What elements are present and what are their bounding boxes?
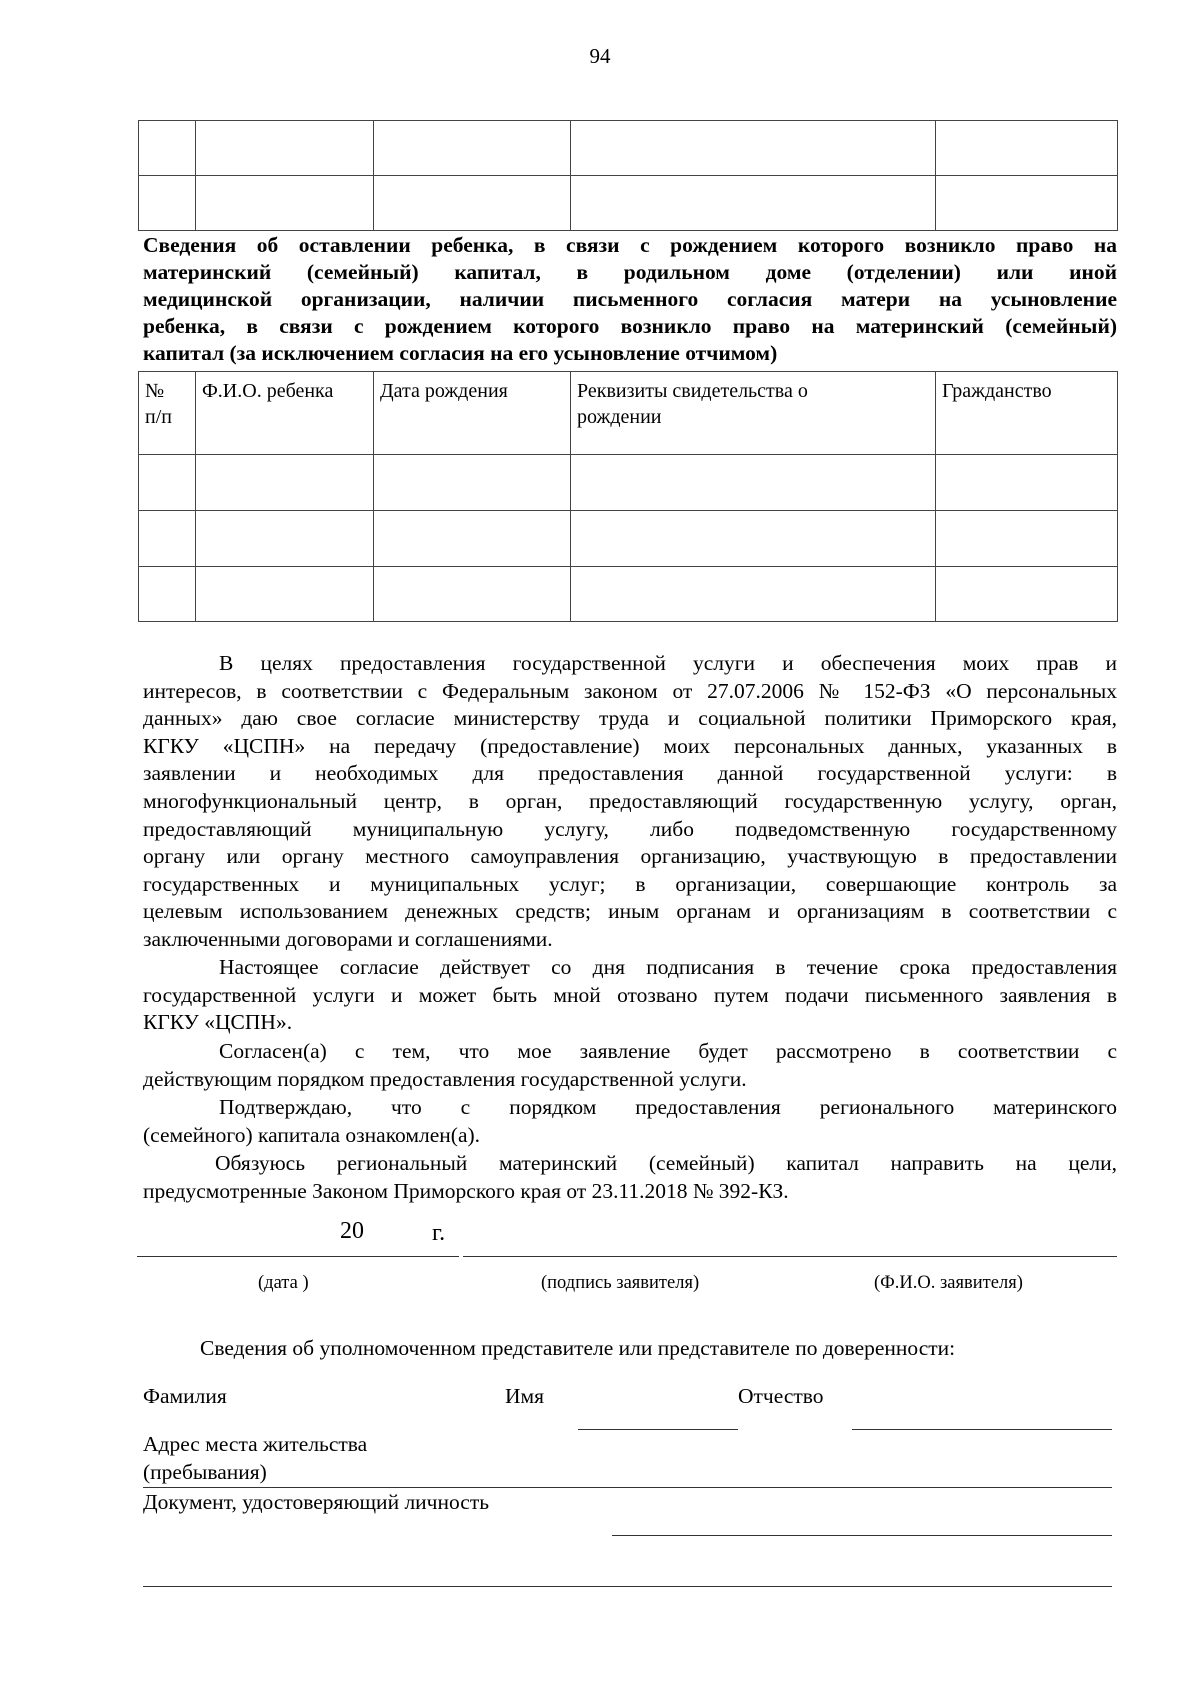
address-label: Адрес места жительства	[143, 1432, 368, 1456]
paragraph-line: (семейного) капитала ознакомлен(а).	[143, 1122, 481, 1147]
table-cell	[571, 567, 936, 622]
paragraph-line: Обязуюсь региональный материнский (семейный) капитал направить на цели,	[215, 1151, 1117, 1175]
validity-paragraph	[143, 954, 1117, 1037]
table-cell	[936, 121, 1118, 176]
date-underline	[137, 1256, 459, 1257]
surname-field-line[interactable]	[578, 1429, 738, 1430]
document-field-line[interactable]	[612, 1535, 1112, 1536]
heading-line: ребенка, в связи с рождением которого возникло право на материнский (семейный)	[143, 314, 1117, 338]
paragraph-line: органу или органу местного самоуправления организацию, участвующую в предоставлении	[143, 844, 1117, 869]
header-cell-child-name: Ф.И.О. ребенка	[196, 372, 374, 455]
address-field-line[interactable]	[143, 1487, 1112, 1488]
heading-line: капитал (за исключением согласия на его усыновление отчимом)	[143, 341, 778, 365]
table-cell	[196, 455, 374, 511]
paragraph-line: Согласен(а) с тем, что мое заявление будет рассмотрено в соответствии с	[219, 1039, 1117, 1063]
date-year-suffix: г.	[432, 1220, 446, 1246]
table-cell	[936, 176, 1118, 231]
table-cell	[139, 176, 196, 231]
paragraph-line: В целях предоставления государственной услуги и обеспечения моих прав и	[219, 651, 1117, 675]
table-cell	[139, 455, 196, 511]
paragraph-line: предоставляющий муниципальную услугу, либо подведомственную государственному	[143, 816, 1117, 841]
table-cell	[571, 121, 936, 176]
table-cell	[374, 567, 571, 622]
address-label-continued: (пребывания)	[143, 1460, 267, 1484]
paragraph-line: КГКУ «ЦСПН».	[143, 1010, 293, 1035]
page-number: 94	[589, 44, 611, 68]
paragraph-line: действующим порядком предоставления государственной услуги.	[143, 1066, 747, 1091]
table-cell	[196, 511, 374, 567]
table-row	[139, 455, 1118, 511]
table-cell	[196, 176, 374, 231]
section-heading	[143, 232, 1117, 367]
paragraph-line: данных» даю свое согласие министерству труда и социальной политики Приморского края,	[143, 706, 1117, 731]
table-cell	[139, 567, 196, 622]
header-cell-citizenship: Гражданство	[936, 372, 1118, 455]
table-cell	[571, 511, 936, 567]
signature-label: (подпись заявителя)	[541, 1273, 700, 1293]
table-cell	[196, 567, 374, 622]
paragraph-line: Настоящее согласие действует со дня подписания в течение срока предоставления	[219, 955, 1117, 979]
surname-label: Фамилия	[143, 1384, 227, 1408]
representative-title: Сведения об уполномоченном представителе или представителе по доверенности:	[200, 1336, 956, 1360]
document-field-line-2[interactable]	[143, 1586, 1112, 1587]
table-cell	[374, 511, 571, 567]
table-cell	[196, 121, 374, 176]
table-cell	[374, 455, 571, 511]
header-cell-certificate: Реквизиты свидетельства о рождении	[571, 372, 936, 455]
table-cell	[571, 455, 936, 511]
obligation-paragraph	[143, 1150, 1117, 1205]
paragraph-line: многофункциональный центр, в орган, предоставляющий государственную услугу, орган,	[143, 788, 1117, 813]
table-cell	[139, 511, 196, 567]
table-header-row	[139, 372, 1118, 455]
header-cell-number: № п/п	[139, 372, 196, 455]
heading-line: материнский (семейный) капитал, в родильном доме (отделении) или иной	[143, 260, 1117, 284]
signature-underline	[463, 1256, 1117, 1257]
table-cell	[936, 455, 1118, 511]
patronymic-field-line[interactable]	[852, 1429, 1112, 1430]
table-cell	[571, 176, 936, 231]
document-label: Документ, удостоверяющий личность	[143, 1490, 490, 1514]
confirm-paragraph	[143, 1094, 1117, 1149]
table-row	[139, 567, 1118, 622]
paragraph-line: государственных и муниципальных услуг; в организации, совершающие контроль за	[143, 871, 1117, 896]
heading-line: медицинской организации, наличии письменного согласия матери на усыновление	[143, 287, 1117, 311]
paragraph-line: Подтверждаю, что с порядком предоставления регионального материнского	[219, 1095, 1117, 1119]
top-table	[138, 120, 1118, 231]
date-label: (дата )	[258, 1273, 309, 1293]
consent-paragraph	[143, 650, 1117, 954]
children-table	[138, 371, 1118, 622]
paragraph-line: государственной услуги и может быть мной отозвано путем подачи письменного заявления в	[143, 982, 1117, 1007]
table-cell	[374, 121, 571, 176]
name-label: (Ф.И.О. заявителя)	[874, 1273, 1023, 1293]
patronymic-label: Отчество	[738, 1384, 824, 1408]
paragraph-line: интересов, в соответствии с Федеральным законом от 27.07.2006 № 152-ФЗ «О персональных	[143, 678, 1117, 703]
table-row	[139, 121, 1118, 176]
heading-line: Сведения об оставлении ребенка, в связи с рождением которого возникло право на	[143, 233, 1117, 257]
table-cell	[374, 176, 571, 231]
first-name-label: Имя	[505, 1384, 545, 1408]
paragraph-line: целевым использованием денежных средств; иным органам и организациям в соответствии с	[143, 899, 1117, 924]
paragraph-line: заключенными договорами и соглашениями.	[143, 926, 553, 951]
table-row	[139, 511, 1118, 567]
table-row	[139, 176, 1118, 231]
header-cell-birth-date: Дата рождения	[374, 372, 571, 455]
table-cell	[936, 511, 1118, 567]
date-year-prefix: 20	[340, 1218, 364, 1244]
table-cell	[936, 567, 1118, 622]
table-cell	[139, 121, 196, 176]
paragraph-line: заявлении и необходимых для предоставления данной государственной услуги: в	[143, 761, 1117, 786]
agree-paragraph	[143, 1038, 1117, 1093]
paragraph-line: КГКУ «ЦСПН» на передачу (предоставление) моих персональных данных, указанных в	[143, 733, 1117, 758]
paragraph-line: предусмотренные Законом Приморского края от 23.11.2018 № 392-КЗ.	[143, 1178, 789, 1203]
